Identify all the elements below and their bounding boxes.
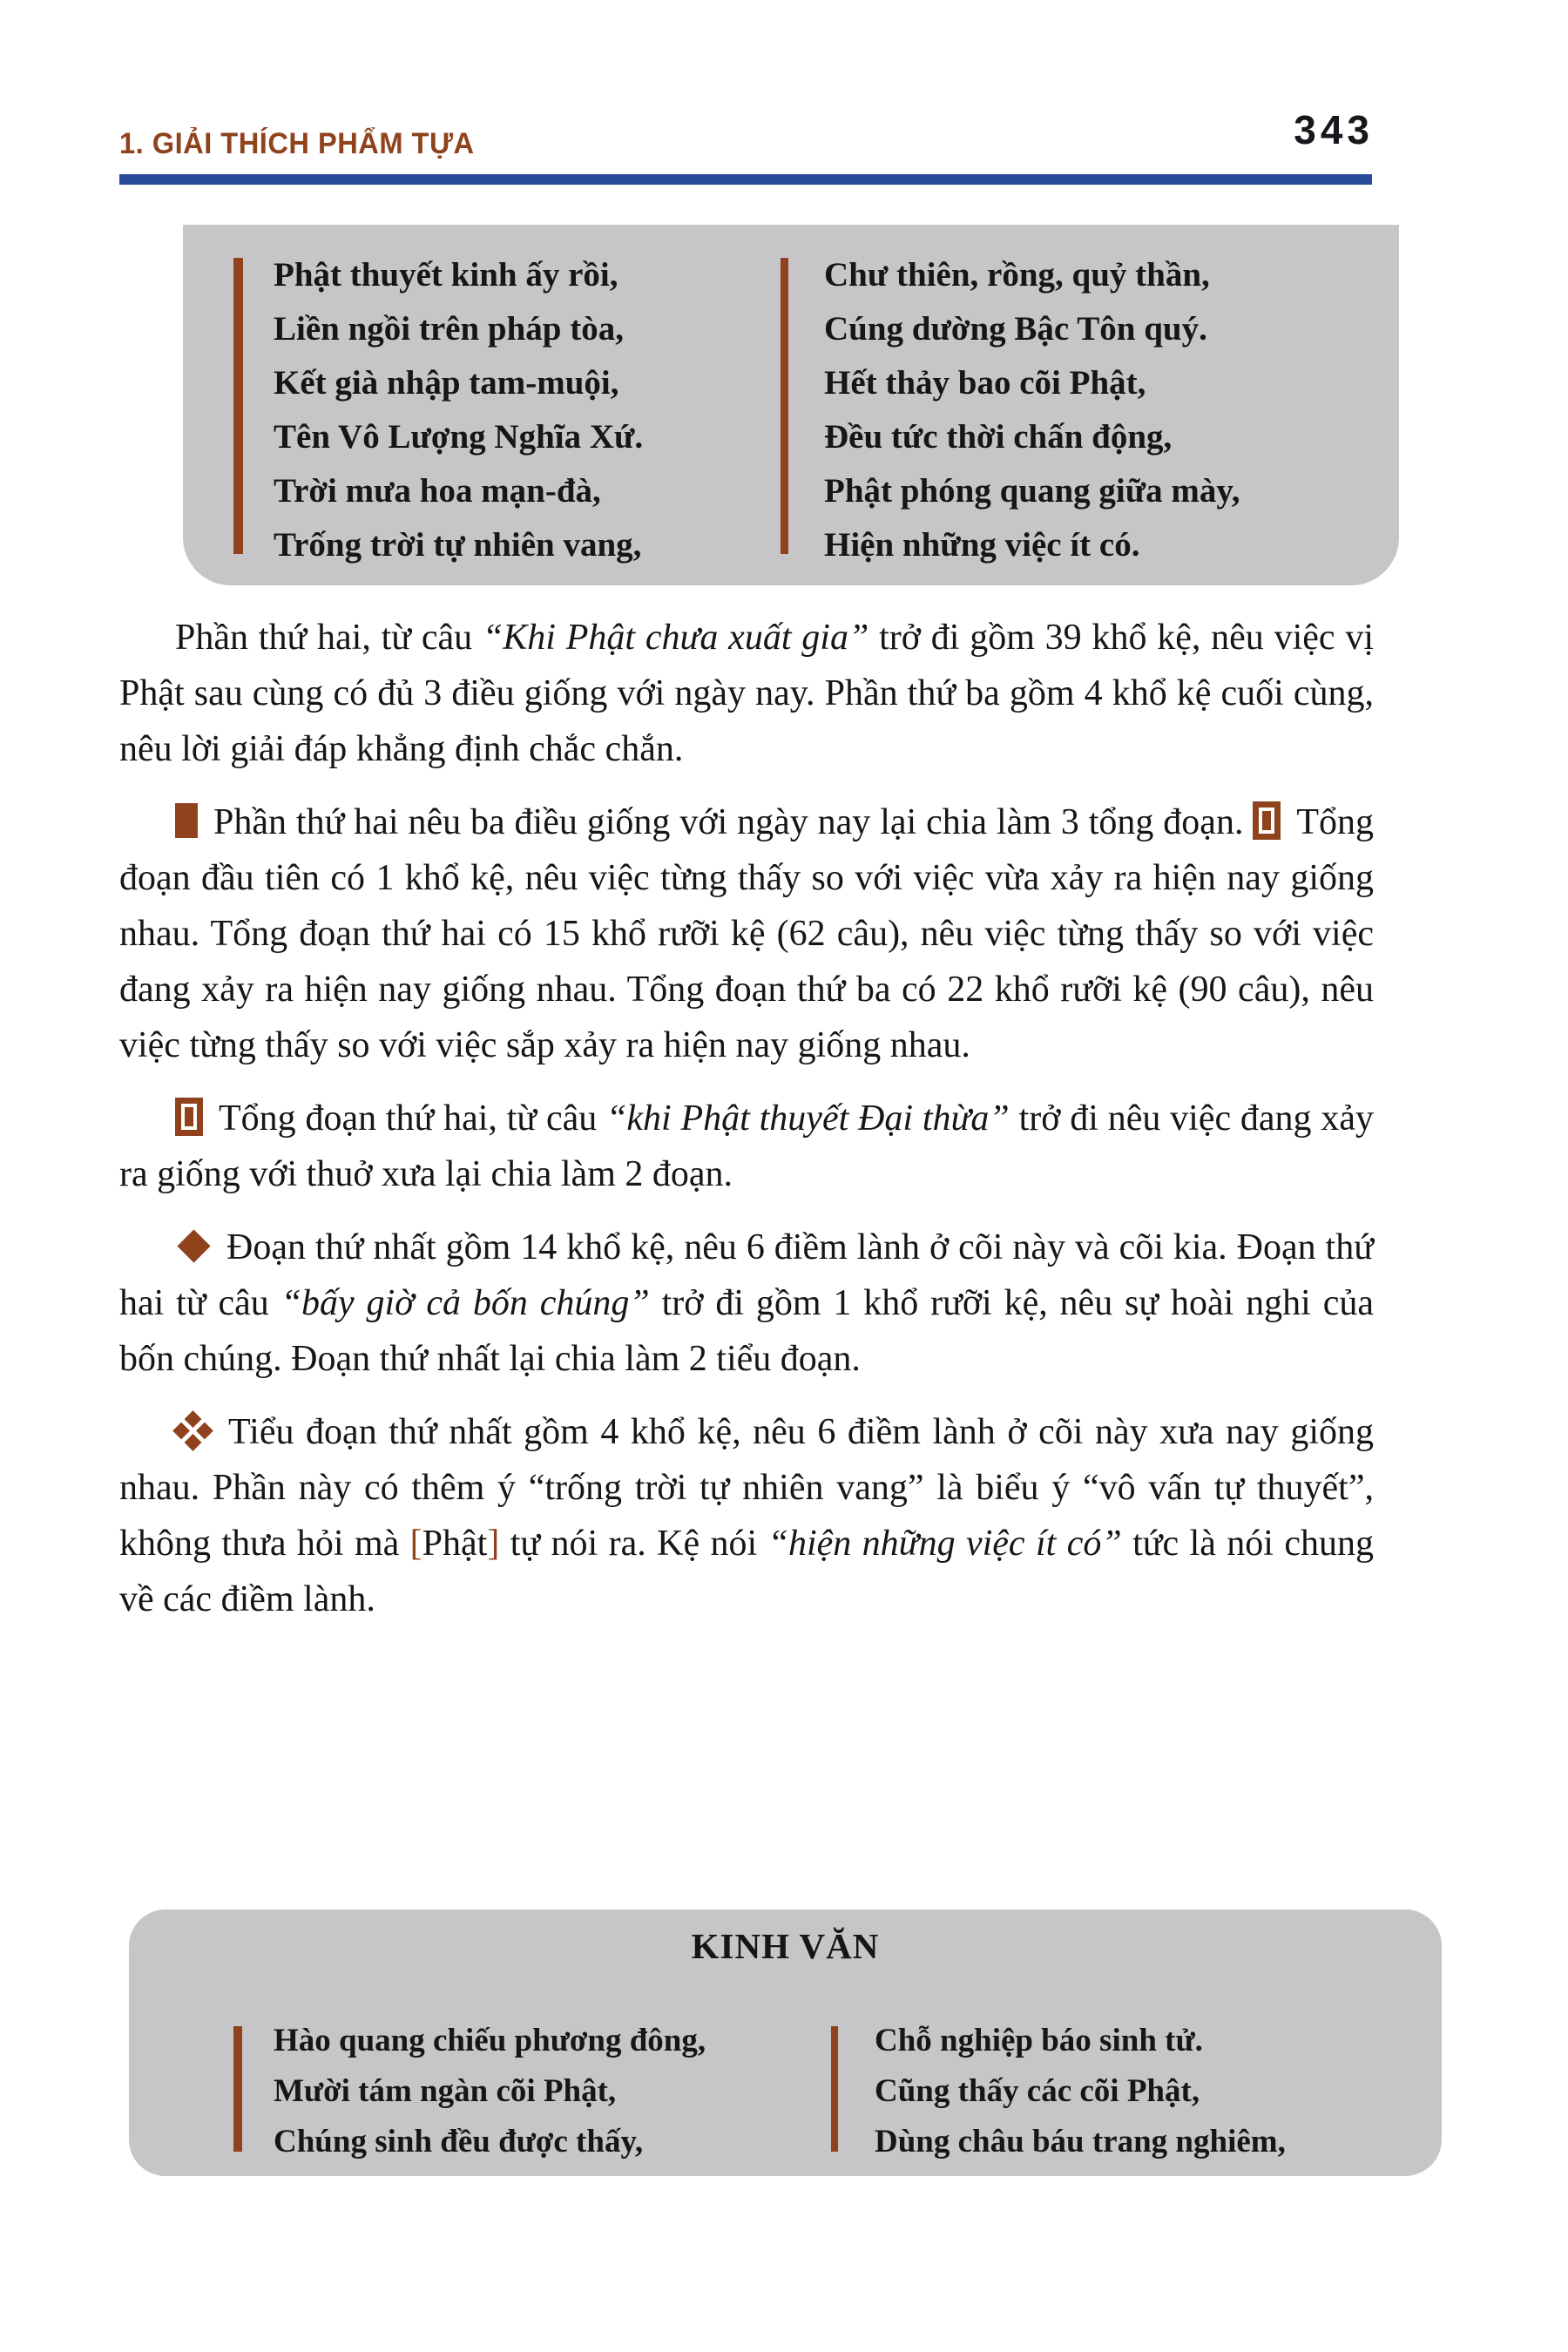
verse-line: Chỗ nghiệp báo sinh tử. <box>875 2023 1203 2058</box>
page-number: 343 <box>1294 107 1374 152</box>
text-segment: tức là nói chung về các điềm lành. <box>119 1524 1374 1619</box>
paragraph <box>119 1220 1374 1387</box>
verse-line: Phật phóng quang giữa mày, <box>824 472 1240 510</box>
paragraph <box>119 610 1374 777</box>
editorial-bracket: [ <box>409 1524 422 1564</box>
kinh-van-title: KINH VĂN <box>691 1926 880 1966</box>
text-segment: trở đi gồm 1 khổ rưỡi kệ, nêu sự hoài nghi của bốn chúng. Đoạn thứ nhất lại chia làm 2 tiểu đoạn. <box>119 1283 1374 1379</box>
text-segment: Phần thứ hai, từ câu <box>175 618 483 658</box>
text-segment: Phật <box>422 1524 488 1564</box>
verse-line: Chư thiên, rồng, quỷ thần, <box>824 256 1210 294</box>
solid-square-bullet-icon <box>175 803 198 838</box>
verse-line: Trời mưa hoa mạn-đà, <box>274 472 601 510</box>
verse-divider-bar <box>831 2026 838 2152</box>
text-segment: trở đi nêu việc đang xảy ra giống với thuở xưa lại chia làm 2 đoạn. <box>119 1098 1374 1194</box>
quoted-text-segment: “khi Phật thuyết Đại thừa” <box>606 1098 1010 1139</box>
section-header: 1. GIẢI THÍCH PHẨM TỰA <box>119 127 475 160</box>
verse-line: Chúng sinh đều được thấy, <box>274 2124 644 2159</box>
verse-line: Cũng thấy các cõi Phật, <box>875 2073 1200 2109</box>
top-verse-right-column <box>824 248 1240 572</box>
text-segment: Tổng đoạn đầu tiên có 1 khổ kệ, nêu việc từng thấy so với việc vừa xảy ra hiện nay giống nhau. Tổng đoạn thứ hai có 15 khổ rưỡi kệ (62 câu), nêu việc từng thấy so với việc đang xảy ra hiện nay giống nhau. Tổng đoạn thứ ba có 22 khổ rưỡi kệ (90 câu), nêu việc từng thấy so với việc sắp xảy ra hiện nay giống nhau. <box>119 802 1374 1065</box>
verse-line: Hết thảy bao cõi Phật, <box>824 364 1146 402</box>
verse-line: Dùng châu báu trang nghiêm, <box>875 2124 1286 2159</box>
quoted-text-segment: “hiện những việc ít có” <box>767 1524 1122 1564</box>
paragraph <box>119 1404 1374 1627</box>
verse-rule-bar <box>233 258 243 554</box>
kinh-van-right-column <box>875 2016 1286 2167</box>
text-segment: trở đi gồm 39 khổ kệ, nêu việc vị Phật sau cùng có đủ 3 điều giống với ngày nay. Phần thứ ba gồm 4 khổ kệ cuối cùng, nêu lời giải đáp khẳng định chắc chắn. <box>119 618 1374 769</box>
verse-line: Trống trời tự nhiên vang, <box>274 526 642 564</box>
verse-divider-bar <box>781 258 788 554</box>
text-segment: tự nói ra. Kệ nói <box>499 1524 768 1564</box>
verse-rule-bar <box>233 2026 242 2152</box>
text-segment: Tổng đoạn thứ hai, từ câu <box>219 1098 607 1139</box>
verse-line: Kết già nhập tam-muội, <box>274 364 619 402</box>
verse-line: Liền ngồi trên pháp tòa, <box>274 310 624 348</box>
editorial-bracket: ] <box>487 1524 500 1564</box>
paragraph <box>119 794 1374 1073</box>
verse-line: Tên Vô Lượng Nghĩa Xứ. <box>274 418 644 456</box>
verse-line: Mười tám ngàn cõi Phật, <box>274 2073 617 2109</box>
top-verse-left-column <box>274 248 643 572</box>
diamond-bullet-icon <box>177 1229 210 1262</box>
quoted-text-segment: “bấy giờ cả bốn chúng” <box>280 1283 650 1323</box>
paragraph <box>119 1091 1374 1202</box>
four-diamond-bullet-icon <box>172 1410 213 1451</box>
text-segment: Phần thứ hai nêu ba điều giống với ngày nay lại chia làm 3 tổng đoạn. <box>213 802 1254 842</box>
verse-line: Phật thuyết kinh ấy rồi, <box>274 256 618 294</box>
quoted-text-segment: “Khi Phật chưa xuất gia” <box>482 618 869 658</box>
top-verse-box <box>183 225 1399 585</box>
text-segment: Tiểu đoạn thứ nhất gồm 4 khổ kệ, nêu 6 điềm lành ở cõi này xưa nay giống nhau. Phần này có thêm ý “trống trời tự nhiên vang” là biểu ý “vô vấn tự thuyết”, không thưa hỏi mà <box>119 1412 1374 1564</box>
verse-line: Hào quang chiếu phương đông, <box>274 2023 706 2058</box>
boxed-square-bullet-icon <box>175 1098 203 1136</box>
verse-line: Cúng dường Bậc Tôn quý. <box>824 310 1207 348</box>
text-segment: Đoạn thứ nhất gồm 14 khổ kệ, nêu 6 điềm lành ở cõi này và cõi kia. Đoạn thứ hai từ câu <box>119 1227 1374 1323</box>
kinh-van-left-column <box>274 2016 706 2167</box>
header-rule <box>119 174 1372 185</box>
verse-line: Đều tức thời chấn động, <box>824 418 1173 456</box>
boxed-square-bullet-icon <box>1253 801 1281 840</box>
kinh-van-box <box>129 1909 1442 2176</box>
body-text <box>119 610 1374 1645</box>
verse-line: Hiện những việc ít có. <box>824 526 1140 564</box>
